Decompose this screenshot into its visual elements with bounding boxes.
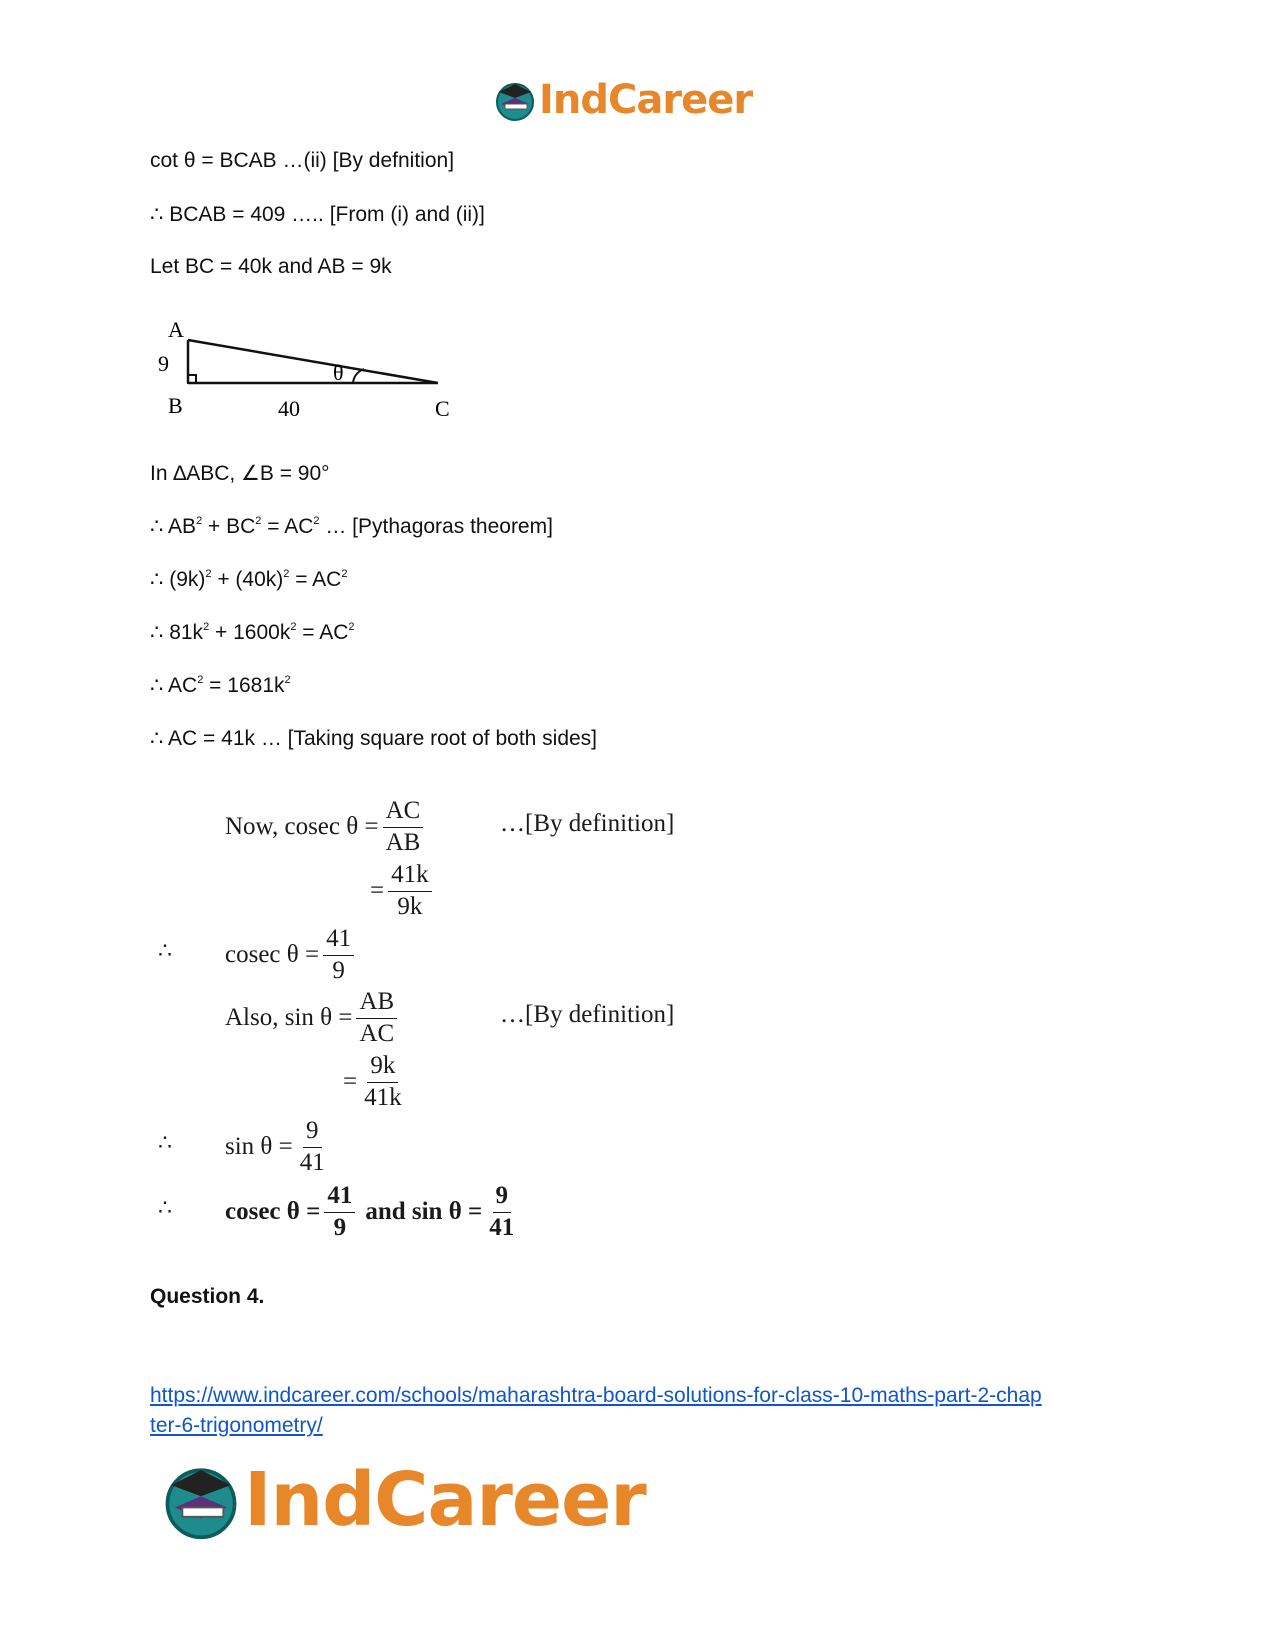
substitution-line: ∴ $(9k)^2 + (40k)^2 = AC^2$ — [150, 568, 348, 591]
source-link-line-2[interactable]: ter-6-trigonometry/ — [150, 1414, 323, 1437]
let-line: Let BC = 40k and AB = 9k — [150, 255, 392, 278]
cosec-definition-row: Now, cosec θ = $\frac{AC}{AB}$ — [225, 797, 427, 858]
sin-substitution-row: = $\frac{9k}{41k}$ — [343, 1052, 402, 1111]
globe-icon — [493, 78, 537, 122]
source-link-line-1[interactable]: https://www.indcareer.com/schools/maharashtra-board-solutions-for-class-10-maths-part-2-chap — [150, 1384, 1042, 1407]
angle-theta-label: θ — [333, 360, 344, 385]
vertex-a-label: A — [168, 317, 184, 342]
side-bc-label: 40 — [278, 396, 300, 421]
cosec-substitution-row: = $\frac{41k}{9k}$ — [370, 861, 436, 922]
question-heading: Question 4. — [150, 1285, 265, 1308]
globe-icon — [160, 1459, 242, 1541]
therefore-3: ∴ — [158, 1195, 172, 1220]
therefore-1: ∴ — [158, 938, 172, 963]
sin-definition-row: Also, sin θ = $\frac{AB}{AC}$ — [225, 988, 401, 1049]
expansion-line: ∴ $81k^2 + 1600k^2 = AC^2$ — [150, 621, 355, 644]
sin-by-definition: …[By definition] — [500, 1001, 675, 1028]
footer-logo — [160, 1455, 646, 1545]
cosec-result-row: cosec θ = $\frac{41}{9}$ — [225, 925, 358, 986]
vertex-b-label: B — [168, 393, 183, 418]
sin-result-row: sin θ = $\frac{9}{41}$ — [225, 1117, 325, 1176]
final-answer-row: cosec θ = $\frac{41}{9}$ and sin θ = $\frac{9}{41}$ — [225, 1182, 515, 1241]
vertex-c-label: C — [435, 396, 450, 421]
sum-line: ∴ $AC^2 = 1681k^2$ — [150, 674, 291, 697]
header-logo — [493, 76, 752, 124]
side-ab-label: 9 — [158, 351, 169, 376]
header-logo-text: IndCareer — [539, 77, 753, 123]
ratio-line: ∴ BCAB = 409 ….. [From (i) and (ii)] — [150, 203, 485, 226]
source-link[interactable] — [150, 1381, 1150, 1441]
footer-logo-text: IndCareer — [244, 1457, 646, 1543]
square-root-line: ∴ AC = 41k … [Taking square root of both sides] — [150, 727, 598, 750]
triangle-diagram — [150, 310, 460, 430]
cosec-by-definition: …[By definition] — [500, 810, 675, 837]
angle-line: In ∆ABC, ∠B = 90° — [150, 462, 330, 485]
pythagoras-line: ∴ $AB^2 + BC^2 = AC^2$ … [Pythagoras theorem] — [150, 515, 553, 538]
cot-definition-line: cot θ = BCAB …(ii) [By defnition] — [150, 149, 455, 172]
therefore-2: ∴ — [158, 1130, 172, 1155]
